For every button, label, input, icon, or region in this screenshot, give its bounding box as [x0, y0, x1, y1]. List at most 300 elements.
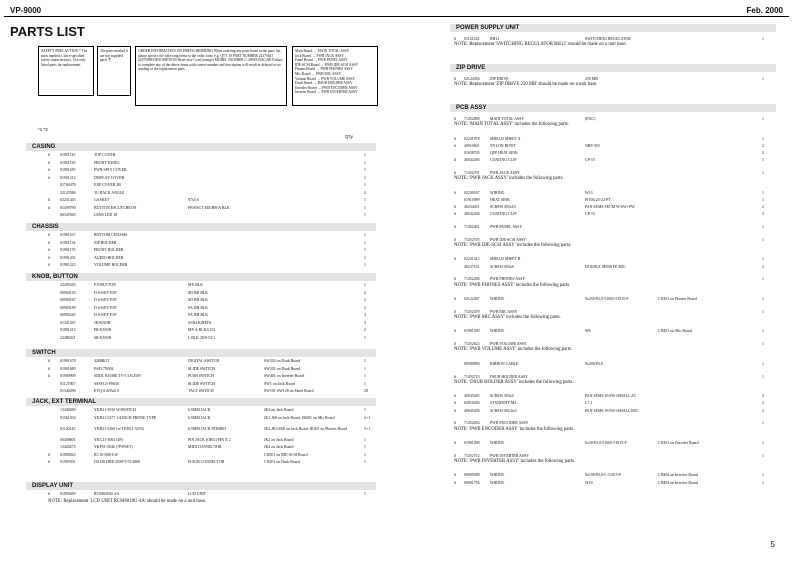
description-cell: TOP COVER: [94, 153, 116, 157]
part-number-cell: 01901178: [60, 248, 76, 252]
mark-cell: #: [454, 277, 456, 282]
mark-cell: #: [454, 117, 456, 121]
description-cell: D.S-KEYTOP: [94, 290, 117, 295]
part-number-cell: 01890023: [60, 452, 76, 457]
qty-cell: 1: [364, 198, 366, 202]
description-cell: GASKET: [94, 198, 110, 202]
part-number-cell: 71452654: [464, 421, 480, 426]
board-mapping: IDE-SCSI Board → PWB IDE-SCSI ASSY: [295, 62, 359, 67]
location-cell: SW101-SW128 on Panel Board: [264, 389, 314, 393]
qty-cell: 1: [762, 473, 764, 478]
part-number-cell: 01915989: [464, 197, 480, 202]
description-cell: D.S-KEYTOP: [94, 313, 117, 317]
mark-cell: #: [48, 160, 50, 165]
qty-cell: 1: [364, 263, 366, 267]
qty-cell: 1: [364, 233, 366, 237]
mark-cell: #: [454, 453, 456, 458]
part-number-cell: 01900909: [60, 374, 76, 378]
qty-cell: 1: [364, 437, 366, 442]
spec-cell: 6x30-P2,0-51065-51015-F: [585, 441, 627, 445]
qty-cell: 1: [762, 225, 764, 229]
part-number-cell: 00900189: [60, 305, 76, 310]
section-note: NOTE: 'PWB MIC ASSY' includes the following parts.: [454, 314, 561, 320]
description-cell: RH12: [490, 37, 500, 41]
qty-cell: 3: [364, 320, 366, 325]
qty-cell: 1: [762, 277, 764, 282]
part-number-cell: 01895689: [60, 492, 76, 496]
section-note: NOTE: 'PWB PHONES ASSY' includes the following parts.: [454, 282, 571, 288]
location-cell: CN501 on IDE-SCSI Board: [264, 452, 308, 457]
part-number-cell: 01901201: [60, 255, 76, 260]
mark-cell: #: [48, 168, 50, 172]
spec-cell: MX BLK: [188, 283, 204, 287]
qty-cell: 2: [762, 151, 764, 156]
mark-cell: #: [454, 473, 456, 478]
part-number-cell: 71452478: [464, 309, 480, 314]
description-cell: F.S-BUTTON: [94, 283, 116, 287]
qty-cell: 1: [762, 257, 764, 262]
part-number-cell: 01901490: [464, 441, 480, 445]
description-cell: SSSF12+P0630: [94, 381, 119, 386]
mark-cell: #: [454, 408, 456, 413]
board-mapping: Mic Board → PWB MIC ASSY: [295, 71, 342, 76]
mark-cell: #: [48, 460, 50, 464]
location-cell: JK4 on Jack Board: [264, 445, 294, 449]
location-cell: CN401 on Mic Board: [658, 329, 692, 334]
mark-cell: #: [454, 225, 456, 229]
description-cell: SR-KNOB: [94, 335, 112, 340]
spec-cell: FB-ESCT MX/RB-A BLK: [188, 205, 230, 210]
spec-cell: SD BH BLK: [188, 290, 209, 295]
order-note: ORDER INFORMATION ON PARTS ORDERING When ordering any parts listed in the parts list, please specify the following items in the order form. e.g. QTY 10 PART NUMBER 22375641 22375988 DESCRIPTION Sheet assy Cord (orange) MODEL NUMBER C-200FS DAC200 Failure to complete any of the above items with correct number and description will result in delayed or no sending of the replacement parts.: [135, 46, 287, 106]
qty-cell: 1: [364, 381, 366, 386]
spec-cell: PAN SEMS W/SW+SMALL BZC: [585, 408, 639, 413]
description-cell: WIRING: [490, 473, 505, 478]
part-number-cell: 71452723: [464, 374, 480, 379]
qty-cell: 28: [364, 389, 368, 393]
description-cell: QFP HEAT SINK: [490, 151, 518, 156]
board-mapping: Inverter Board → PWB INVERTER ASSY: [295, 90, 358, 95]
description-cell: PWB PHONES ASSY: [490, 277, 526, 282]
description-cell: SHIELD SHEET B: [490, 257, 521, 262]
part-number-cell: 40045456: [464, 408, 480, 413]
description-cell: FRONT HOLDER: [94, 248, 124, 252]
spec-cell: NRP-355: [585, 143, 600, 148]
qty-cell: 1: [364, 255, 366, 260]
spec-cell: L BLK 28/8-52/1: [188, 335, 216, 340]
section-note: NOTE: 'PWB IDE-SCSI ASSY' includes the following parts.: [454, 242, 572, 248]
description-cell: WIRING: [490, 190, 505, 195]
description-cell: PWB INVERTER ASSY: [490, 453, 530, 458]
part-number-cell: 01760478: [60, 183, 76, 187]
spec-cell: 9x250-P2,0-51065-51015-F: [585, 297, 629, 301]
qty-cell: 1: [364, 205, 366, 210]
description-cell: YKC21-3064 (4P): [94, 437, 123, 442]
location-cell: SW201 on Dsub Board: [264, 366, 301, 371]
description-cell: PWR SPLY COVER: [94, 168, 127, 172]
part-number-cell: 00345945: [60, 213, 76, 217]
location-cell: JK2,JK5-JK8 on Jack Board JK301 on Phones Board: [264, 426, 347, 431]
description-cell: FR-KNOB: [94, 328, 112, 332]
mark-cell: #: [48, 374, 50, 378]
part-number-cell: 71452701: [464, 171, 480, 175]
part-number-cell: 40042456: [464, 158, 480, 163]
spec-cell: W10: [585, 480, 593, 485]
description-cell: ZIP DRIVE: [490, 77, 509, 81]
part-number-cell: 01901134: [60, 240, 76, 245]
qty-cell: 1: [364, 460, 366, 464]
spec-cell: 6.5MM JACK STEREO: [188, 426, 227, 431]
qty-cell: 2: [762, 401, 764, 406]
spec-cell: 8x100-P2,0-L-51015-F: [585, 473, 622, 478]
qty-cell: 1: [364, 283, 366, 287]
description-cell: MAIN TOTAL ASSY: [490, 117, 525, 121]
date-header: Feb. 2000: [746, 6, 783, 15]
part-number-cell: 02231445: [60, 198, 76, 202]
part-number-cell: 00900167: [60, 298, 76, 302]
section-note: NOTE: 'PWB VOLUME ASSY' includes the following parts.: [454, 347, 573, 353]
location-cell: CN403 on Inverter Board: [658, 480, 698, 485]
part-number-cell: 02010456: [464, 401, 480, 406]
spec-cell: LCD UNIT: [188, 492, 207, 496]
mark-cell: #: [48, 175, 50, 180]
section-header: CASING: [26, 143, 376, 151]
description-cell: BUTTON ESCUTCHEON: [94, 205, 137, 210]
spec-cell: MIDI CONNECTOR: [188, 445, 222, 449]
description-cell: YKB21-5035 W/SWITCH: [94, 408, 136, 412]
header-rule: [4, 16, 789, 17]
part-number-cell: 22480321: [60, 335, 76, 340]
spec-cell: DOUBLE SEMS FE BZC: [585, 264, 626, 269]
mark-cell: #: [454, 342, 456, 347]
spec-cell: 6.5MM JACK: [188, 408, 211, 412]
description-cell: YKB21-5268 (w/YKB21-5255): [94, 426, 144, 431]
location-cell: CN201 on Dsub Board: [264, 460, 300, 464]
model-header: VP-9000: [10, 6, 42, 15]
qty-cell: 1: [762, 329, 764, 334]
part-number-cell: 01901590: [464, 329, 480, 334]
mark-cell: #: [48, 255, 50, 260]
part-number-cell: 01901678: [60, 359, 76, 363]
qty-cell: 1: [364, 335, 366, 340]
part-number-cell: 01341267: [60, 320, 76, 325]
part-number-cell: 13420275: [60, 445, 76, 449]
section-note: NOTE: 'DSUB HOLDER ASSY' includes the following parts.: [454, 379, 574, 385]
mark-cell: #: [48, 452, 50, 457]
location-cell: CN301 on Encoder Board: [658, 441, 699, 445]
location-cell: JK3 on Jack Board: [264, 408, 294, 412]
description-cell: COATING CLIP: [490, 158, 517, 163]
section-header: ZIP DRIVE: [450, 64, 776, 72]
section-header: POWER SUPPLY UNIT: [450, 24, 776, 32]
qty-cell: 4: [364, 313, 366, 317]
description-cell: SDDL B16380 TV-5 5A/250V: [94, 374, 142, 378]
part-number-cell: 02230167: [464, 190, 480, 195]
spec-cell: PIN JACK (ORG) PIN X 2: [188, 437, 231, 442]
part-number-cell: 13449269: [60, 408, 76, 412]
mark-cell: #: [454, 374, 456, 379]
part-number-cell: 00909589: [464, 473, 480, 478]
description-cell: BOTTOM CHASSIS: [94, 233, 128, 237]
qty-cell: 1: [364, 213, 366, 217]
description-cell: PWB ENCODER ASSY: [490, 421, 529, 426]
part-number-cell: 22495545: [60, 283, 76, 287]
part-number-cell: 00458601: [60, 437, 76, 442]
description-cell: FRONT PANEL: [94, 160, 120, 165]
part-number-cell: 40010601: [464, 143, 480, 148]
mark-cell: #: [454, 158, 456, 163]
description-cell: PWB PANEL ASSY: [490, 225, 523, 229]
section-note: NOTE: 'PWB INVERTER ASSY' includes the following parts.: [454, 458, 576, 464]
mark-cell: #: [48, 263, 50, 267]
spec-cell: SX BH BLK: [188, 313, 209, 317]
part-number-cell: 40234031: [464, 205, 480, 210]
part-number-cell: 01891212: [60, 328, 76, 332]
mark-cell: #: [454, 237, 456, 242]
description-cell: WIRING: [490, 480, 505, 485]
spec-cell: 6.5MM JACK: [188, 415, 211, 420]
description-cell: SCREW M3x4: [490, 394, 514, 399]
parts-note: The parts marked # are not supplied parts. ¶: [97, 46, 131, 96]
mark-cell: #: [454, 309, 456, 314]
location-cell: SW1 on Jack Board: [264, 381, 296, 386]
description-cell: WIRING: [490, 441, 505, 445]
description-cell: NYLON RIVET: [490, 143, 517, 148]
qty-cell: 1: [762, 374, 764, 379]
description-cell: JR-KNOB: [94, 320, 111, 325]
part-number-cell: 01901689: [60, 366, 76, 371]
description-cell: DISPLAY COVER: [94, 175, 125, 180]
part-number-cell: 40042456: [464, 212, 480, 217]
description-cell: PWB JACK ASSY: [490, 171, 520, 175]
qty-cell: 2: [762, 205, 764, 210]
spec-cell: 9x200-P2,0: [585, 361, 604, 366]
description-cell: EXP COVER 2B: [94, 183, 121, 187]
description-cell: SCREW M2,6x5: [490, 408, 517, 413]
spec-cell: 97x5.6: [188, 198, 199, 202]
spec-cell: 250 MB: [585, 77, 598, 81]
qty-cell: 1: [364, 452, 366, 457]
description-cell: 3U RACK ANGLE: [94, 190, 125, 195]
qty-header: Q'ty: [345, 134, 353, 139]
safety-note: SAFETY PRECAUTION * The parts marked ∆ have specified safety characteristics. Use only listed parts for replacement.: [38, 46, 94, 96]
part-number-cell: 01901223: [60, 263, 76, 267]
description-cell: RIBBON CABLE: [490, 361, 519, 366]
description-cell: STANDOFF M3: [490, 401, 517, 406]
mark-cell: #: [454, 297, 456, 301]
mark-cell: #: [454, 421, 456, 426]
part-number-cell: 71452712: [464, 453, 480, 458]
spec-cell: PAN SEMS FECM W/SW+PW: [585, 205, 635, 210]
board-mapping: Encoder Board → PWB ENCODER ASSY: [295, 85, 358, 90]
part-number-cell: 22125586: [60, 190, 76, 195]
part-number-cell: 02231878: [464, 136, 480, 141]
qty-cell: 1: [762, 158, 764, 163]
board-mapping: Main Board → MAIN TOTAL ASSY: [295, 49, 350, 53]
part-number-cell: 01905501: [60, 460, 76, 464]
part-number-cell: 01459790: [60, 205, 76, 210]
section-note: NOTE: Replacement 'ZIP DRIVE 250 MB' should be made on a unit base.: [454, 82, 598, 88]
location-cell: CN301 on Phones Board: [658, 297, 697, 301]
qty-cell: 1: [364, 374, 366, 378]
column-legend: *1 *2: [38, 127, 48, 132]
mark-cell: #: [48, 492, 50, 496]
spec-cell: SWITCHING REGULATOR: [585, 37, 631, 41]
mark-cell: #: [454, 171, 456, 175]
qty-cell: 2: [762, 143, 764, 148]
qty-cell: 2: [762, 394, 764, 399]
qty-cell: 2: [364, 298, 366, 302]
mark-cell: #: [48, 198, 50, 202]
spec-cell: SLIDE SWITCH: [188, 366, 215, 371]
spec-cell: PUSH SWITCH: [188, 374, 214, 378]
description-cell: LENS LED 18: [94, 213, 118, 217]
board-mapping: Panel Board → PWB PANEL ASSY: [295, 58, 348, 63]
qty-cell: 1: [762, 297, 764, 301]
mark-cell: #: [454, 401, 456, 406]
description-cell: SCREW M3x10: [490, 205, 516, 210]
spec-cell: SLIDE SWITCH: [188, 381, 215, 386]
qty-cell: 1: [364, 366, 366, 371]
qty-cell: 1: [364, 445, 366, 449]
qty-cell: 5+1: [364, 426, 371, 431]
mark-cell: #: [454, 37, 456, 41]
description-cell: DAUR DHE-25SP-T-N-2868: [94, 460, 141, 464]
section-header: JACK, EXT TERMINAL: [26, 398, 376, 406]
mark-cell: #: [48, 366, 50, 371]
part-number-cell: 01121234: [464, 37, 480, 41]
spec-cell: W6: [585, 329, 591, 334]
part-number-cell: 01901167: [60, 233, 76, 237]
page-title: PARTS LIST: [10, 24, 85, 39]
qty-cell: 1: [364, 408, 366, 412]
spec-cell: D-SUB CONNECTOR: [188, 460, 225, 464]
part-number-cell: 71452623: [464, 342, 480, 347]
part-number-cell: 01901212: [60, 175, 76, 180]
part-number-cell: 01658745: [464, 151, 480, 156]
spec-cell: MF-A BLK/LCG: [188, 328, 216, 332]
description-cell: PWB IDE-SCSI ASSY: [490, 237, 527, 242]
qty-cell: 1: [364, 240, 366, 245]
description-cell: WIRING: [490, 329, 505, 334]
part-number-cell: 71452705: [464, 237, 480, 242]
qty-cell: 2: [762, 264, 764, 269]
board-mapping: Dsub Board → DSUB HOLDER ASSY: [295, 81, 353, 86]
qty-cell: 1: [364, 168, 366, 172]
qty-cell: 1: [762, 480, 764, 485]
qty-cell: 1: [762, 37, 764, 41]
qty-cell: 2: [762, 408, 764, 413]
description-cell: COATING CLIP: [490, 212, 517, 217]
spec-cell: W13: [585, 190, 593, 195]
section-header: KNOB, BUTTON: [26, 273, 376, 281]
spec-cell: DIGITAL SWITCH: [188, 359, 220, 363]
mark-cell: #: [454, 329, 456, 334]
mark-cell: #: [454, 441, 456, 445]
qty-cell: 1: [364, 492, 366, 496]
description-cell: SHIELD SHEET A: [490, 136, 521, 141]
board-mapping: Jack Board → PWB JACK ASSY: [295, 53, 345, 58]
description-cell: VOLUME HOLDER: [94, 263, 128, 267]
mark-cell: #: [454, 257, 456, 262]
qty-cell: 2+1: [364, 415, 371, 420]
part-number-cell: 01901189: [60, 168, 76, 172]
part-number-cell: 00901756: [464, 480, 480, 485]
description-cell: ZIP HOLDER: [94, 240, 117, 245]
part-number-cell: 40237101: [464, 264, 480, 269]
qty-cell: 1: [762, 117, 764, 121]
qty-cell: 1: [762, 309, 764, 314]
qty-cell: 1: [762, 197, 764, 202]
mark-cell: #: [48, 248, 50, 252]
qty-cell: 1: [762, 421, 764, 426]
mark-cell: #: [48, 153, 50, 157]
part-number-cell: 71452809: [464, 117, 480, 121]
description-cell: ESE17N002: [94, 366, 114, 371]
qty-cell: 1: [364, 153, 366, 157]
spec-cell: SD BH BLK: [188, 298, 209, 302]
section-header: PCB ASSY: [450, 104, 776, 112]
location-cell: JK2 on Jack Board: [264, 437, 294, 442]
part-number-cell: 71452401: [464, 225, 480, 229]
part-number-cell: 00900145: [60, 290, 76, 295]
mark-cell: #: [454, 143, 456, 148]
section-note: NOTE: 'PWB ENCODER ASSY' includes the following parts.: [454, 426, 575, 432]
qty-cell: 2: [364, 290, 366, 295]
description-cell: EVQ11A05a5.0: [94, 389, 120, 393]
part-number-cell: 02231412: [464, 257, 480, 262]
part-number-cell: 01901145: [60, 153, 76, 157]
boards-note: [292, 46, 378, 106]
mark-cell: #: [454, 190, 456, 195]
qty-cell: 1: [762, 136, 764, 141]
spec-cell: (EXC): [585, 117, 596, 121]
qty-cell: 1: [762, 441, 764, 445]
spec-cell: L7.1: [585, 401, 593, 406]
location-cell: SW401 on Inverter Board: [264, 374, 305, 378]
section-header: CHASSIS: [26, 223, 376, 231]
mark-cell: #: [454, 480, 456, 485]
location-cell: CN404 on Inverter Board: [658, 473, 698, 478]
mark-cell: #: [454, 77, 456, 81]
part-number-cell: 01901150: [60, 160, 76, 165]
part-number-cell: 00900245: [60, 313, 76, 317]
description-cell: 4280BGT: [94, 359, 110, 363]
page-number: 5: [770, 540, 775, 549]
spec-cell: SJ-BLK(RED): [188, 320, 212, 325]
section-note: NOTE: Replacement 'LCD UNIT RCM6018U-4A' should be made on a unit base.: [48, 498, 207, 504]
spec-cell: CP-15: [585, 158, 595, 163]
part-number-cell: 02122367: [464, 297, 480, 301]
qty-cell: 2: [364, 328, 366, 332]
board-mapping: Volume Board → PWB VOLUME ASSY: [295, 76, 356, 81]
qty-cell: 1: [762, 361, 764, 366]
mark-cell: #: [48, 240, 50, 245]
qty-cell: 3: [762, 212, 764, 217]
description-cell: DSUB HOLDER ASSY: [490, 374, 528, 379]
qty-cell: 1: [762, 237, 764, 242]
part-number-cell: 02124456: [464, 77, 480, 81]
part-number-cell: 01561034: [60, 415, 76, 420]
part-number-cell: 01340290: [60, 389, 76, 393]
mark-cell: #: [454, 136, 456, 141]
description-cell: SCREW M3x8: [490, 264, 514, 269]
description-cell: RC10-50R-LW: [94, 452, 118, 457]
part-number-cell: 01120145: [60, 426, 76, 431]
spec-cell: SX BH BLK: [188, 305, 209, 310]
mark-cell: #: [48, 359, 50, 363]
part-number-cell: 00589856: [464, 361, 480, 366]
